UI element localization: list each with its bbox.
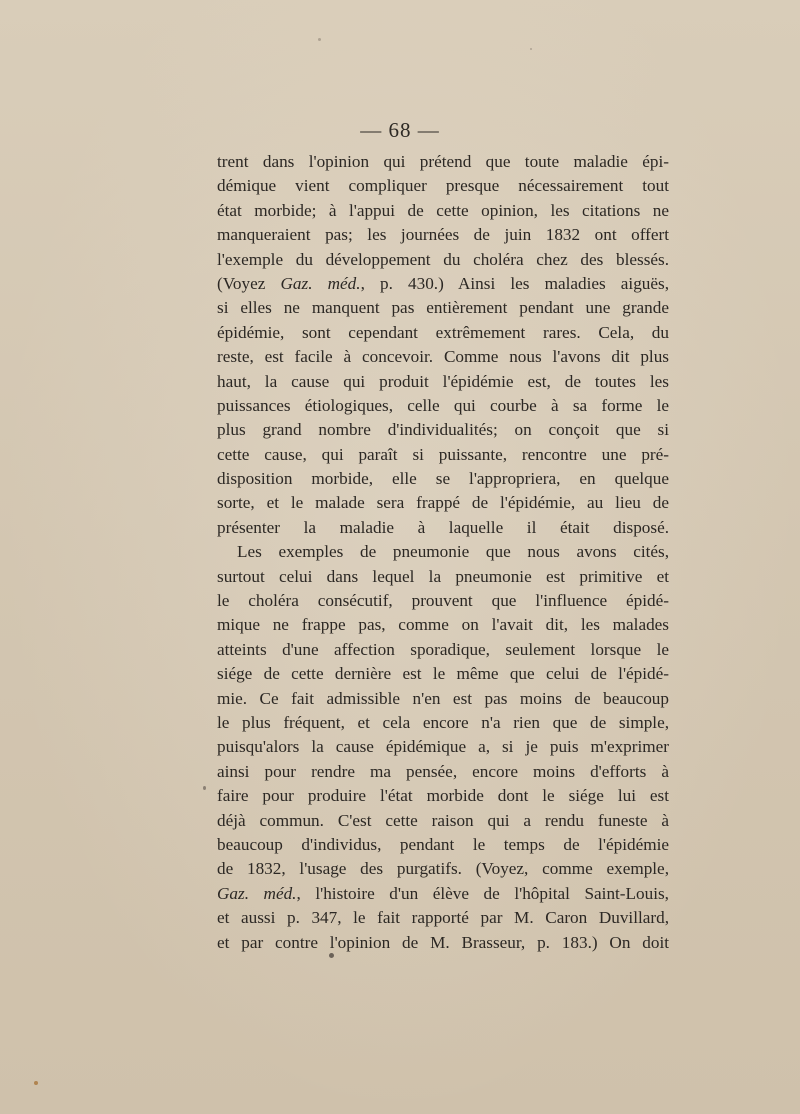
text-line: Gaz. méd., l'histoire d'un élève de l'hôpital Saint-Louis,	[217, 883, 669, 903]
paper-speck	[34, 1081, 38, 1085]
text-line: si elles ne manquent pas entièrement pendant une grande	[217, 298, 669, 318]
text-line: siége de cette dernière est le même que celui de l'épidé-	[217, 664, 669, 684]
text-line: Les exemples de pneumonie que nous avons cités,	[237, 542, 669, 562]
text-line: puissances étiologiques, celle qui courbe à sa forme le	[217, 395, 669, 415]
text-line: manqueraient pas; les journées de juin 1832 ont offert	[217, 225, 669, 245]
text-line: puisqu'alors la cause épidémique a, si je puis m'exprimer	[217, 737, 669, 757]
text-line: de 1832, l'usage des purgatifs. (Voyez, comme exemple,	[217, 859, 669, 879]
text-line: mique ne frappe pas, comme on l'avait dit, les malades	[217, 615, 669, 635]
text-line: présenter la maladie à laquelle il était disposé.	[217, 517, 669, 537]
text-line: le plus fréquent, et cela encore n'a rien que de simple,	[217, 712, 669, 732]
text-line: sorte, et le malade sera frappé de l'épidémie, au lieu de	[217, 493, 669, 513]
text-line: épidémie, sont cependant extrêmement rares. Cela, du	[217, 322, 669, 342]
text-line: trent dans l'opinion qui prétend que toute maladie épi-	[217, 152, 669, 171]
text-line: atteints d'une affection sporadique, seulement lorsque le	[217, 639, 669, 659]
text-line: démique vient compliquer presque nécessairement tout	[217, 176, 669, 196]
text-line: beaucoup d'individus, pendant le temps de l'épidémie	[217, 834, 669, 854]
page-number-header: — 68 —	[360, 118, 440, 142]
text-line: reste, est facile à concevoir. Comme nous l'avons dit plus	[217, 347, 669, 367]
text-line: cette cause, qui paraît si puissante, rencontre une pré-	[217, 444, 669, 464]
text-line: (Voyez Gaz. méd., p. 430.) Ainsi les maladies aiguës,	[217, 273, 669, 293]
text-line: mie. Ce fait admissible n'en est pas moins de beaucoup	[217, 688, 669, 708]
text-line: l'exemple du développement du choléra chez des blessés.	[217, 249, 669, 269]
paper-speck	[530, 48, 532, 50]
text-line: et aussi p. 347, le fait rapporté par M. Caron Duvillard,	[217, 908, 669, 928]
text-line: état morbide; à l'appui de cette opinion, les citations ne	[217, 200, 669, 220]
text-line: le choléra consécutif, prouvent que l'influence épidé-	[217, 591, 669, 611]
text-line: surtout celui dans lequel la pneumonie est primitive et	[217, 566, 669, 586]
paper-speck	[203, 786, 206, 790]
paragraph	[217, 540, 669, 955]
text-line: disposition morbide, elle se l'appropriera, en quelque	[217, 469, 669, 489]
body-text	[217, 150, 669, 955]
text-line: haut, la cause qui produit l'épidémie est, de toutes les	[217, 371, 669, 391]
text-line: plus grand nombre d'individualités; on conçoit que si	[217, 420, 669, 440]
text-line: faire pour produire l'état morbide dont le siége lui est	[217, 786, 669, 806]
paper-speck	[318, 38, 321, 41]
paragraph	[217, 150, 669, 540]
paper-speck	[329, 953, 334, 958]
text-line: déjà commun. C'est cette raison qui a rendu funeste à	[217, 810, 669, 830]
text-line: ainsi pour rendre ma pensée, encore moins d'efforts à	[217, 761, 669, 781]
text-line: et par contre l'opinion de M. Brasseur, p. 183.) On doit	[217, 932, 669, 952]
